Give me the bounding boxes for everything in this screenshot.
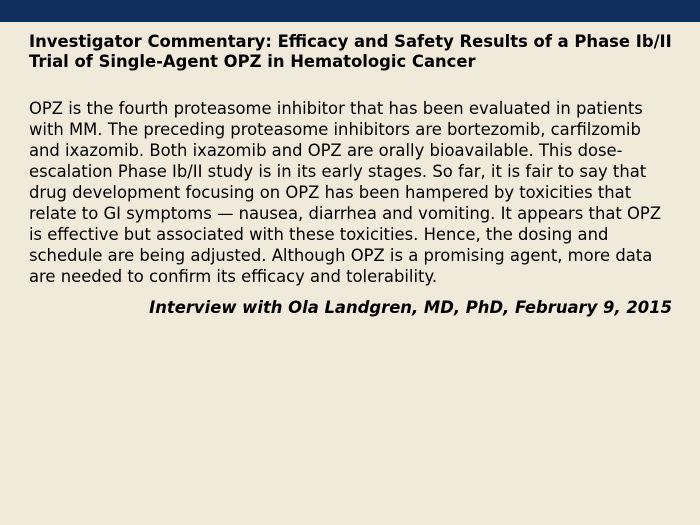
header-bar <box>0 0 700 22</box>
slide-title: Investigator Commentary: Efficacy and Safety Results of a Phase Ib/II Trial of Single-Agent OPZ in Hematologic Cancer <box>29 32 672 71</box>
commentary-text: OPZ is the fourth proteasome inhibitor that has been evaluated in patients with MM. The preceding proteasome inhibitors are bortezomib, carfilzomib and ixazomib. Both ixazomib and OPZ are orally bioavailable. This dose-escalation Phase Ib/II study is in its early stages. So far, it is fair to say that drug development focusing on OPZ has been hampered by toxicities that relate to GI symptoms — nausea, diarrhea and vomiting. It appears that OPZ is effective but associated with these toxicities. Hence, the dosing and schedule are being adjusted. Although OPZ is a promising agent, more data are needed to confirm its efficacy and tolerability. <box>29 99 662 286</box>
slide-content <box>29 32 674 319</box>
interview-attribution: Interview with Ola Landgren, MD, PhD, February 9, 2015 <box>149 298 672 317</box>
